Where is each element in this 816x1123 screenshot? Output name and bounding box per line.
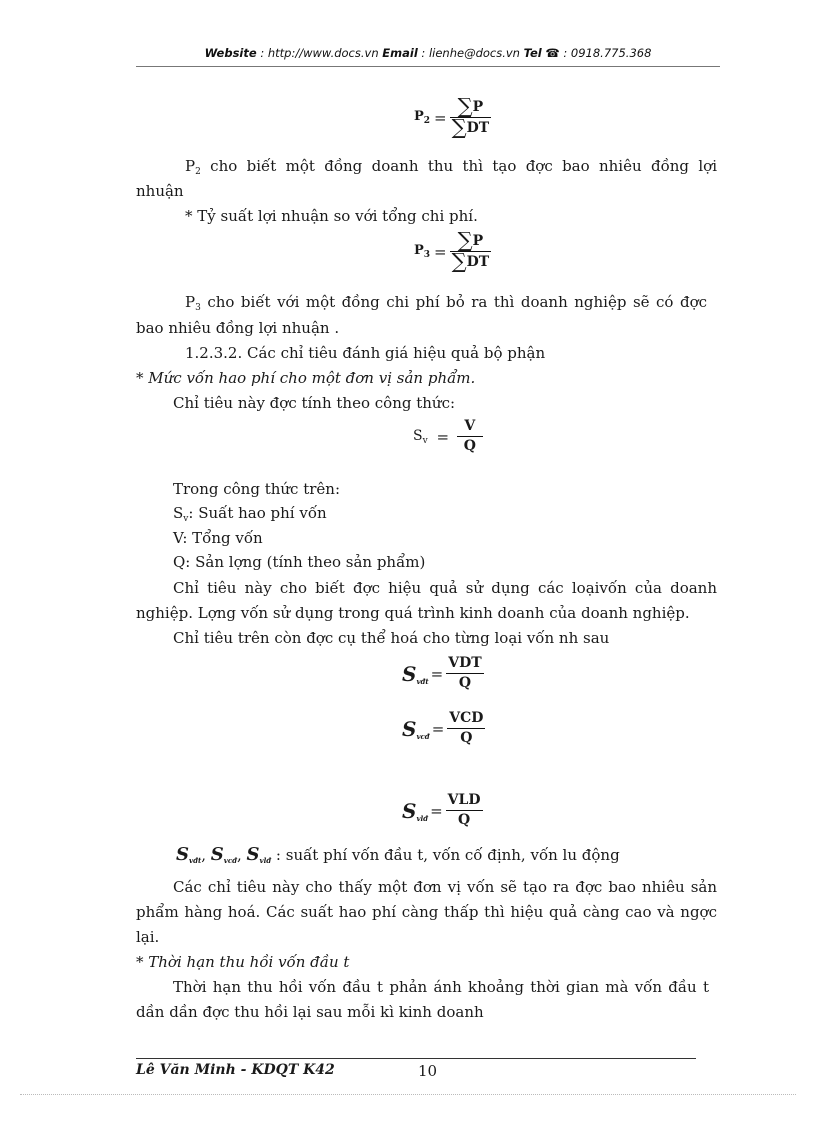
tel-value: ☎ : 0918.775.368 <box>545 46 652 60</box>
formula-p3: $P_3$ = $\frac{\sum P}{\sum DT}$ <box>414 228 490 273</box>
definition-q: Q: Sản lợng (tính theo sản phẩm) <box>173 553 426 571</box>
symbols-definition-line: $S_{vđt}$, $S_{vcđ}$, $S_{vlđ}$ : suất phí vốn đầu t, vốn cố định, vốn lu động <box>176 844 620 865</box>
paragraph-definitions-intro: Trong công thức trên: <box>173 480 341 498</box>
definition-sv: $S_v$: Suất hao phí vốn <box>173 504 327 524</box>
page-number: 10 <box>418 1062 438 1080</box>
tel-label: Tel <box>523 46 542 60</box>
email-label: Email <box>382 46 418 60</box>
page-header <box>136 46 720 60</box>
paragraph-payback-line1: Thời hạn thu hồi vốn đầu t phản ánh khoảng thời gian mà vốn đầu t <box>173 978 709 996</box>
footer-divider <box>136 1058 696 1059</box>
paragraph-indicators-line1: Các chỉ tiêu này cho thấy một đơn vị vốn sẽ tạo ra đợc bao nhiêu sản <box>173 878 717 896</box>
paragraph-formula-intro: Chỉ tiêu này đợc tính theo công thức: <box>173 394 456 412</box>
email-value[interactable]: : lienhe@docs.vn <box>421 46 520 60</box>
paragraph-p3-line1: $P_3$ cho biết với một đồng chi phí bỏ ra thì doanh nghiệp sẽ có đợc <box>185 293 707 313</box>
page-bottom-border <box>20 1094 796 1095</box>
paragraph-indicators-line2: phẩm hàng hoá. Các suất hao phí càng thấp thì hiệu quả càng cao và ngợc <box>136 903 717 921</box>
formula-s-vcd: Svcđ = $\frac{\text{VCD}}{Q}$ <box>402 710 484 746</box>
header-divider <box>136 66 720 67</box>
footer-author: Lê Văn Minh - KDQT K42 <box>136 1062 335 1078</box>
paragraph-payback-line2: dần dần đợc thu hồi lại sau mỗi kì kinh doanh <box>136 1003 484 1021</box>
italic-heading-payback: * Thời hạn thu hồi vốn đầu t <box>136 953 350 971</box>
paragraph-p3-line2: bao nhiêu đồng lợi nhuận . <box>136 319 340 337</box>
paragraph-indicators-line3: lại. <box>136 928 160 946</box>
formula-sv: $S_v$ = $\frac{V}{Q}$ <box>413 418 483 455</box>
paragraph-breakdown-intro: Chỉ tiêu trên còn đợc cụ thể hoá cho từng loại vốn nh sau <box>173 629 610 647</box>
paragraph-efficiency-line1: Chỉ tiêu này cho biết đợc hiệu quả sử dụng các loạivốn của doanh <box>173 579 717 597</box>
formula-s-vdt: Svđt = $\frac{\text{VDT}}{Q}$ <box>402 655 482 691</box>
paragraph-cost-ratio: * Tỷ suất lợi nhuận so với tổng chi phí. <box>185 207 478 225</box>
website-value[interactable]: : http://www.docs.vn <box>260 46 379 60</box>
website-label: Website <box>204 46 257 60</box>
formula-p2: $P_2$ = $\frac{\sum P}{\sum DT}$ <box>414 94 490 139</box>
definition-v: V: Tổng vốn <box>173 529 263 547</box>
italic-heading-capital-cost: * Mức vốn hao phí cho một đơn vị sản phẩm. <box>136 369 476 387</box>
section-heading: 1.2.3.2. Các chỉ tiêu đánh giá hiệu quả bộ phận <box>185 344 546 362</box>
paragraph-efficiency-line2: nghiệp. Lợng vốn sử dụng trong quá trình kinh doanh của doanh nghiệp. <box>136 604 690 622</box>
paragraph-p2-line1: $P_2$ cho biết một đồng doanh thu thì tạo đợc bao nhiêu đồng lợi <box>185 157 717 177</box>
formula-s-vld: Svlđ = $\frac{\text{VLD}}{Q}$ <box>402 792 481 828</box>
paragraph-p2-line2: nhuận <box>136 182 184 200</box>
